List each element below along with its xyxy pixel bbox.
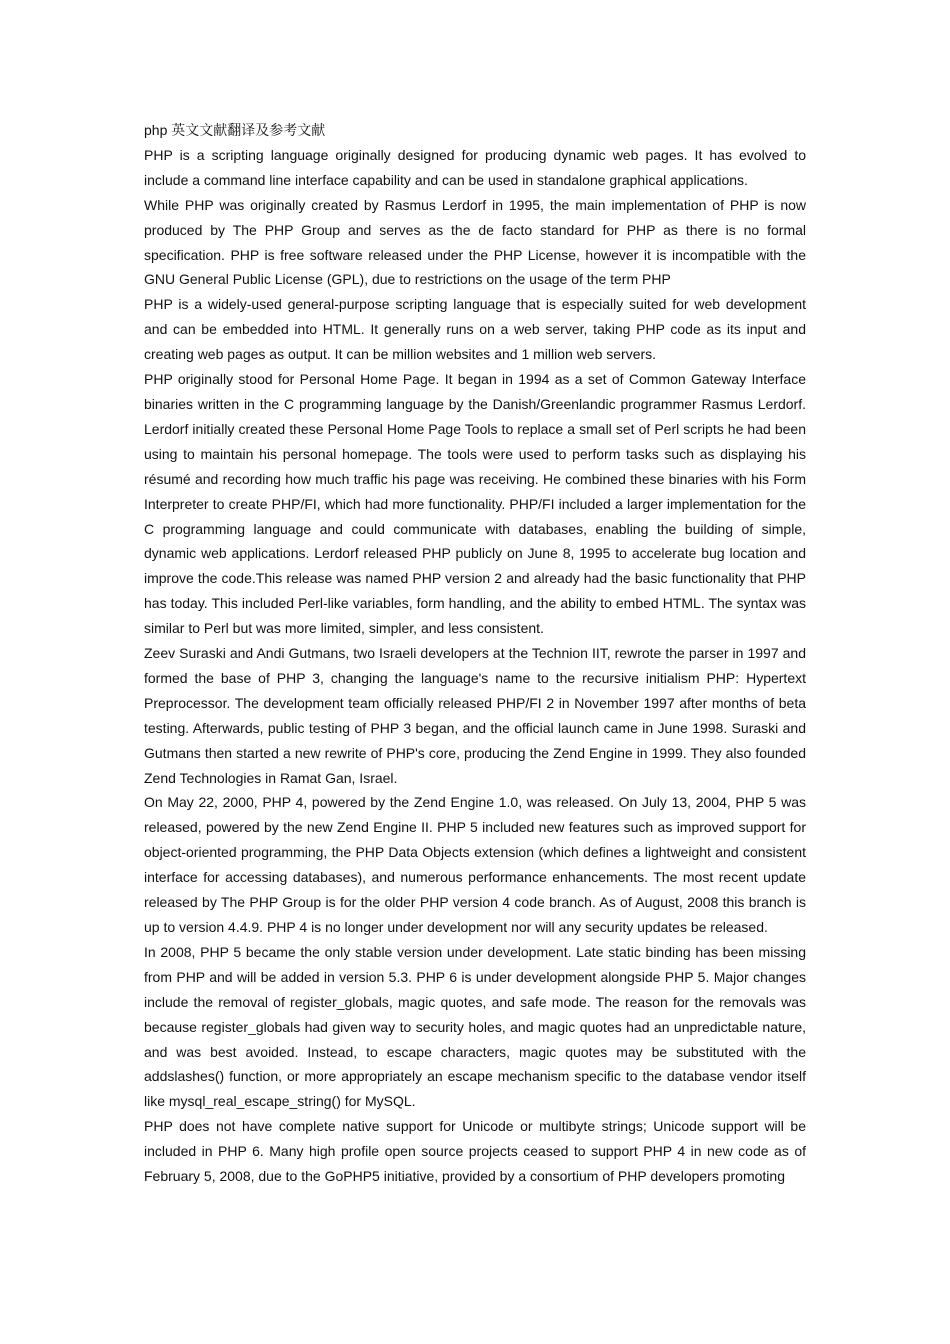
paragraph-unicode: PHP does not have complete native support for Unicode or multibyte strings; Unicode support will be included in PHP 6. Many high profile open source projects ceased to support PHP 4 in new code as of February 5, 2008, due to the GoPHP5 initiative, provided by a consortium of PHP developers promoting [144, 1118, 806, 1185]
paragraph-php6: In 2008, PHP 5 became the only stable version under development. Late static binding has been missing from PHP and will be added in version 5.3. PHP 6 is under development alongside PHP 5. Major changes include the removal of register_globals, magic quotes, and safe mode. The reason for the removals was because register_globals had given way to security holes, and magic quotes had an unpredictable nature, and was best avoided. Instead, to escape characters, magic quotes may be substituted with the addslashes() function, or more appropriately an escape mechanism specific to the database vendor itself like mysql_real_escape_string() for MySQL. [144, 943, 806, 1110]
paragraph-intro: PHP is a scripting language originally designed for producing dynamic web pages. It has evolved to include a command line interface capability and can be used in standalone graphical applications. [144, 146, 806, 188]
paragraph-usage: PHP is a widely-used general-purpose scripting language that is especially suited for web development and can be embedded into HTML. It generally runs on a web server, taking PHP code as its input and creating web pages as output. It can be million websites and 1 million web servers. [144, 296, 806, 363]
document-title: php 英文文献翻译及参考文献 [144, 122, 326, 138]
paragraph-php3: Zeev Suraski and Andi Gutmans, two Israeli developers at the Technion IIT, rewrote the parser in 1997 and formed the base of PHP 3, changing the language's name to the recursive initialism PHP: Hypertext Preprocessor. The development team officially released PHP/FI 2 in November 1997 after months of beta testing. Afterwards, public testing of PHP 3 began, and the official launch came in June 1998. Suraski and Gutmans then started a new rewrite of PHP's core, producing the Zend Engine in 1999. They also founded Zend Technologies in Ramat Gan, Israel. [144, 645, 806, 786]
paragraph-php4-php5: On May 22, 2000, PHP 4, powered by the Zend Engine 1.0, was released. On July 13, 2004, PHP 5 was released, powered by the new Zend Engine II. PHP 5 included new features such as improved support for object-oriented programming, the PHP Data Objects extension (which defines a lightweight and consistent interface for accessing databases), and numerous performance enhancements. The most recent update released by The PHP Group is for the older PHP version 4 code branch. As of August, 2008 this branch is up to version 4.4.9. PHP 4 is no longer under development nor will any security updates be released. [144, 794, 806, 935]
paragraph-history: PHP originally stood for Personal Home Page. It began in 1994 as a set of Common Gateway Interface binaries written in the C programming language by the Danish/Greenlandic programmer Rasmus Lerdorf. Lerdorf initially created these Personal Home Page Tools to replace a small set of Perl scripts he had been using to maintain his personal homepage. The tools were used to perform tasks such as displaying his résumé and recording how much traffic his page was receiving. He combined these binaries with his Form Interpreter to create PHP/FI, which had more functionality. PHP/FI included a larger implementation for the C programming language and could communicate with databases, enabling the building of simple, dynamic web applications. Lerdorf released PHP publicly on June 8, 1995 to accelerate bug location and improve the code.This release was named PHP version 2 and already had the basic functionality that PHP has today. This included Perl-like variables, form handling, and the ability to embed HTML. The syntax was similar to Perl but was more limited, simpler, and less consistent. [144, 371, 806, 637]
document-page [144, 118, 806, 1189]
paragraph-origin: While PHP was originally created by Rasmus Lerdorf in 1995, the main implementation of PHP is now produced by The PHP Group and serves as the de facto standard for PHP as there is no formal specification. PHP is free software released under the PHP License, however it is incompatible with the GNU General Public License (GPL), due to restrictions on the usage of the term PHP [144, 196, 806, 288]
